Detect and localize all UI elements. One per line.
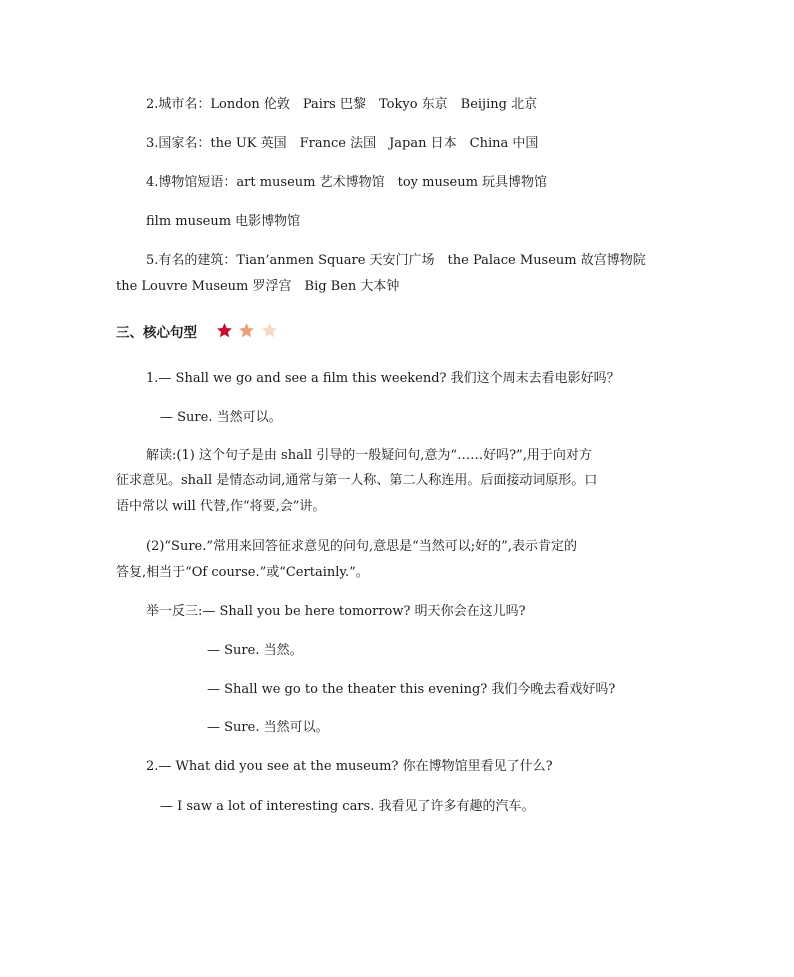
famous-buildings-line: 5.有名的建筑：Tian’anmen Square 天安门广场 the Palace Museum 故宫博物院 xyxy=(146,253,646,268)
star-empty-icon xyxy=(261,322,278,339)
famous-buildings-line-2: the Louvre Museum 罗浮宫 Big Ben 大本钟 xyxy=(116,279,400,294)
difficulty-rating xyxy=(216,322,279,344)
example-1-answer: — Sure. 当然。 xyxy=(207,643,303,658)
explanation-1-line-2: 征求意见。shall 是情态动词,通常与第一人称、第二人称连用。后面接动词原形。口 xyxy=(116,473,598,488)
museum-phrases-line-2: film museum 电影博物馆 xyxy=(146,214,301,229)
example-1-question: 举一反三:— Shall you be here tomorrow? 明天你会在这儿吗? xyxy=(146,604,526,619)
sentence-1-answer: — Sure. 当然可以。 xyxy=(160,410,282,425)
explanation-1-line-1: 解读:(1) 这个句子是由 shall 引导的一般疑问句,意为“……好吗?”,用于向对方 xyxy=(146,448,592,463)
section-heading-text: 三、核心句型 xyxy=(116,325,197,341)
example-2-question: — Shall we go to the theater this evening? 我们今晚去看戏好吗? xyxy=(207,682,616,697)
explanation-2-line-1: (2)“Sure.”常用来回答征求意见的问句,意思是“当然可以;好的”,表示肯定的 xyxy=(146,539,577,554)
star-half-icon xyxy=(238,322,255,339)
explanation-2-line-2: 答复,相当于“Of course.”或“Certainly.”。 xyxy=(116,565,369,580)
city-names-line: 2.城市名：London 伦敦 Pairs 巴黎 Tokyo 东京 Beijing 北京 xyxy=(146,97,538,112)
example-2-answer: — Sure. 当然可以。 xyxy=(207,720,329,735)
section-heading xyxy=(116,322,279,344)
sentence-2-answer: — I saw a lot of interesting cars. 我看见了许多有趣的汽车。 xyxy=(160,799,535,814)
museum-phrases-line: 4.博物馆短语：art museum 艺术博物馆 toy museum 玩具博物馆 xyxy=(146,175,548,190)
explanation-1-line-3: 语中常以 will 代替,作“将要,会”讲。 xyxy=(116,499,326,514)
star-filled-icon xyxy=(216,322,233,339)
sentence-2-question: 2.— What did you see at the museum? 你在博物馆里看见了什么? xyxy=(146,759,553,774)
country-names-line: 3.国家名：the UK 英国 France 法国 Japan 日本 China 中国 xyxy=(146,136,539,151)
sentence-1-question: 1.— Shall we go and see a film this weekend? 我们这个周末去看电影好吗？ xyxy=(146,371,620,386)
